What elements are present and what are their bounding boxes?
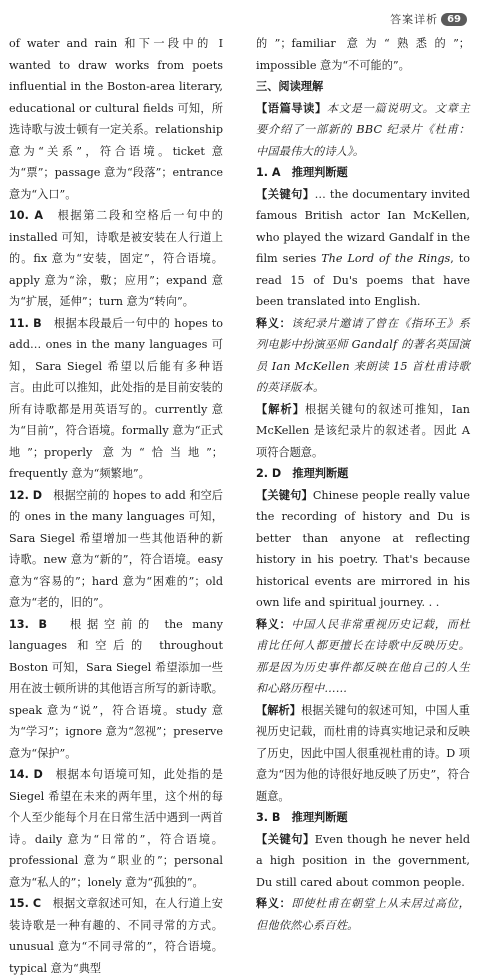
answer-12 <box>9 485 223 614</box>
answer-14 <box>9 764 223 893</box>
answer-10-text: 根据第二段和空格后一句中的 installed 可知，诗歌是被安装在人行道上的。fix 意为“安装，固定”，符合语境。apply 意为“涂，敷；应用”；expand 意为“扩展，延伸”；turn 意为“转向”。 <box>9 209 223 308</box>
answer-13-text: 根据空前的 the many languages 和空后的 throughout Boston 可知，Sara Siegel 希望添加一些用在波士顿所讲的其他语言所写的新诗歌。speak 意为“说”，符合语境。study 意为“学习”；ignore 意为“忽视”；preserve 意为“保护”。 <box>9 617 223 760</box>
answer-13-number: 13. B <box>9 617 48 631</box>
film-title: The Lord of the Rings <box>321 252 451 265</box>
answer-15 <box>9 893 223 979</box>
answer-12-number: 12. D <box>9 488 43 502</box>
key-sentence-3 <box>256 829 470 894</box>
key-sentence-2 <box>256 485 470 614</box>
translation-tag: 释义： <box>256 617 292 631</box>
analysis-tag: 【解析】 <box>256 402 305 416</box>
translation-3-text: 即使杜甫在朝堂上从未居过高位，但他依然心系百姓。 <box>256 897 470 932</box>
header-label: 答案详析 <box>390 13 439 26</box>
key-sentence-2-text: Chinese people really value the recording of history and Du is better than anyone at reflecting history in his poetry. That's because historical events are mirrored in his own life and spiritual journey. . . <box>256 488 470 609</box>
answer-10-number: 10. A <box>9 209 44 222</box>
translation-1-text: 该纪录片邀请了曾在《指环王》系列电影中扮演巫师 Gandalf 的著名英国演员 Ian McKellen 来朗读 15 首杜甫诗歌的英译版本。 <box>256 316 470 394</box>
key-sentence-1-text-b: , to read 15 of Du's poems that have been translated into English. <box>256 252 470 308</box>
section-heading: 三、阅读理解 <box>256 80 324 93</box>
key-sentence-tag: 【关键句】 <box>256 488 313 502</box>
analysis-1-text: 根据关键句的叙述可推知，Ian McKellen 是该纪录片的叙述者。因此 A 项符合题意。 <box>256 402 470 459</box>
answer-11-text: 根据本段最后一句中的 hopes to add… ones in the many languages 可知，Sara Siegel 希望以后能有多种语言。由此可以推知，此处指的是目前安装的所有诗歌都是用英语写的。currently 意为“目前”，符合语境。formally 意为“正式地”；properly 意为“恰当地”；frequently 意为“频繁地”。 <box>9 316 223 480</box>
translation-3 <box>256 893 470 936</box>
answer-14-number: 14. D <box>9 768 43 781</box>
question-2-heading: 2. D 推理判断题 <box>256 467 349 480</box>
continued-paragraph: 的”；familiar 意为“熟悉的”；impossible 意为“不可能的”。 <box>256 37 470 72</box>
translation-tag: 释义： <box>256 897 292 910</box>
analysis-1 <box>256 399 470 464</box>
key-sentence-tag: 【关键句】 <box>256 832 315 846</box>
left-column <box>9 33 223 979</box>
answer-10 <box>9 205 223 313</box>
translation-tag: 释义： <box>256 316 292 330</box>
guide-tag: 【语篇导读】 <box>256 101 327 115</box>
translation-1 <box>256 313 470 399</box>
page-header <box>390 9 467 29</box>
translation-2 <box>256 614 470 700</box>
key-sentence-tag: 【关键句】 <box>256 187 315 201</box>
answer-11 <box>9 313 223 485</box>
analysis-tag: 【解析】 <box>256 703 302 717</box>
right-column <box>256 33 470 936</box>
analysis-2-text: 根据关键句的叙述可知，中国人重视历史记载，而杜甫的诗真实地记录和反映了历史，因此中国人很重视杜甫的诗。D 项意为“因为他的诗很好地反映了历史”，符合题意。 <box>256 703 470 803</box>
passage-guide <box>256 98 470 163</box>
answer-14-text: 根据本句语境可知，此处指的是 Siegel 希望在未来的两年里，这个州的每个人至少能每个月在日常生活中遇到一两首诗。daily 意为“日常的”，符合语境。professional 意为“职业的”；personal 意为“私人的”；lonely 意为“孤独的”。 <box>9 768 223 889</box>
question-1-heading: 1. A 推理判断题 <box>256 166 348 179</box>
key-sentence-1 <box>256 184 470 313</box>
answer-11-number: 11. B <box>9 316 42 330</box>
analysis-2 <box>256 700 470 808</box>
answer-15-text: 根据文章叙述可知，在人行道上安装诗歌是一种有趣的、不同寻常的方式。unusual 意为“不同寻常的”，符合语境。typical 意为“典型 <box>9 897 223 975</box>
page-number-badge: 69 <box>441 13 467 26</box>
question-3-heading: 3. B 推理判断题 <box>256 811 348 824</box>
continued-paragraph: of water and rain 和下一段中的 I wanted to draw works from poets influential in the Boston-area literary, educational or cultural fields 可知，所选诗歌与波士顿有一定关系。relationship 意为“关系”，符合语境。ticket 意为“票”；passage 意为“段落”；entrance 意为“入口”。 <box>9 37 223 201</box>
translation-2-text: 中国人民非常重视历史记载，而杜甫比任何人都更擅长在诗歌中反映历史。那是因为历史事件都反映在他自己的人生和心路历程中…… <box>256 617 470 695</box>
answer-13 <box>9 614 223 765</box>
guide-text: 本文是一篇说明文。文章主要介绍了一部新的 BBC 纪录片《杜甫：中国最伟大的诗人》。 <box>256 101 470 158</box>
answer-12-text: 根据空前的 hopes to add 和空后的 ones in the many languages 可知，Sara Siegel 希望增加一些其他语种的新诗歌。new 意为“新的”，符合语境。easy 意为“容易的”；hard 意为“困难的”；old 意为“老的，旧的”。 <box>9 488 223 609</box>
key-sentence-1-text-a: … the documentary invited famous British actor Ian McKellen, who played the wizard Gandalf in the film series <box>256 187 470 265</box>
answer-15-number: 15. C <box>9 897 42 910</box>
key-sentence-3-text: Even though he never held a high position in the government, Du still cared about common people. <box>256 832 470 889</box>
